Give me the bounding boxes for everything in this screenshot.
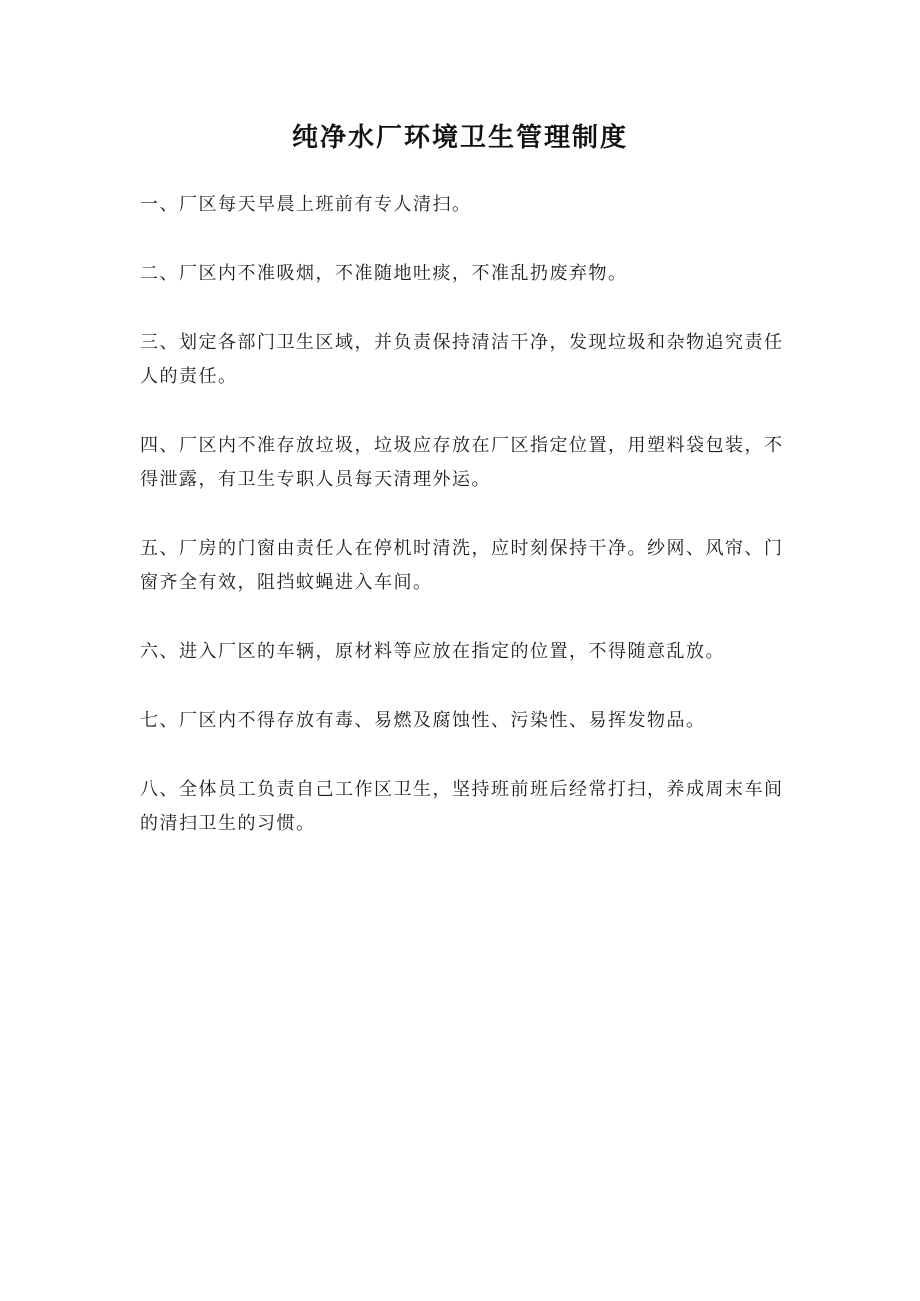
document-title: 纯净水厂环境卫生管理制度 <box>291 123 628 153</box>
rule-paragraph-5: 五、厂房的门窗由责任人在停机时清洗，应时刻保持干净。纱网、风帘、门窗齐全有效，阻挡蚊蝇进入车间。 <box>140 538 784 593</box>
rule-paragraph-6: 六、进入厂区的车辆，原材料等应放在指定的位置，不得随意乱放。 <box>140 641 725 662</box>
rule-paragraph-7: 七、厂区内不得存放有毒、易燃及腐蚀性、污染性、易挥发物品。 <box>140 710 706 731</box>
document-body <box>140 188 790 876</box>
rule-paragraph-4: 四、厂区内不准存放垃圾，垃圾应存放在厂区指定位置，用塑料袋包装，不得泄露，有卫生专职人员每天清理外运。 <box>140 435 784 490</box>
rule-paragraph-3: 三、划定各部门卫生区域，并负责保持清洁干净，发现垃圾和杂物追究责任人的责任。 <box>140 332 784 387</box>
rule-paragraph-1: 一、厂区每天早晨上班前有专人清扫。 <box>140 194 472 215</box>
rule-paragraph-8: 八、全体员工负责自己工作区卫生，坚持班前班后经常打扫，养成周末车间的清扫卫生的习惯。 <box>140 779 784 834</box>
rule-paragraph-2: 二、厂区内不准吸烟，不准随地吐痰，不准乱扔废弃物。 <box>140 263 628 284</box>
